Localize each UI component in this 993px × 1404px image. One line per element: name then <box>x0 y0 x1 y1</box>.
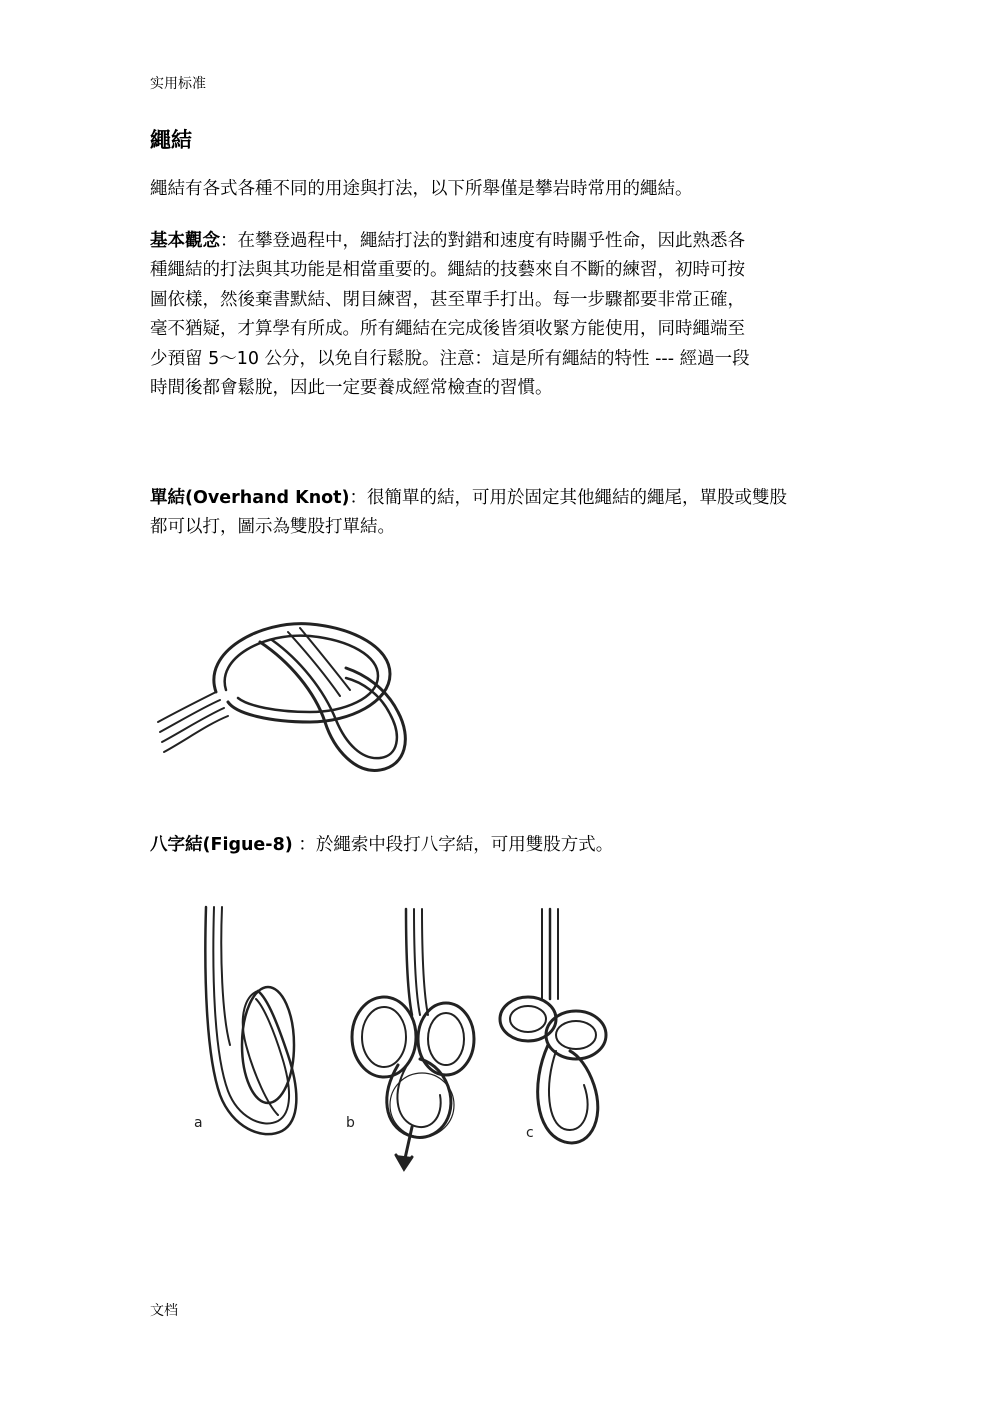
overhand-label: 單結(Overhand Knot) <box>150 488 350 508</box>
figure8-text: ：於繩索中段打八字結，可用雙股方式。 <box>292 835 614 855</box>
figure-eight-knot-steps-illustration <box>150 895 636 1181</box>
overhand-knot-illustration <box>150 582 450 794</box>
step-c-label: c <box>526 1125 534 1141</box>
basic-concept-label: 基本觀念 <box>150 231 220 251</box>
basic-line-5: 少預留 5～10 公分，以免自行鬆脫。注意：這是所有繩結的特性 --- 經過一段 <box>150 348 750 369</box>
page-footer: 文档 <box>150 1303 178 1319</box>
page-title: 繩結 <box>150 128 192 152</box>
basic-line-4: 毫不猶疑，才算學有所成。所有繩結在完成後皆須收緊方能使用，同時繩端至 <box>150 319 745 340</box>
intro-paragraph: 繩結有各式各種不同的用途與打法，以下所舉僅是攀岩時常用的繩結。 <box>150 179 693 199</box>
basic-line-3: 圖依樣，然後棄書默結、閉目練習，甚至單手打出。每一步驟都要非常正確， <box>150 289 745 310</box>
basic-line-2: 種繩結的打法與其功能是相當重要的。繩結的技藝來自不斷的練習，初時可按 <box>150 260 745 281</box>
overhand-knot-icon <box>150 582 450 794</box>
overhand-line-1: ：很簡單的結，可用於固定其他繩結的繩尾，單股或雙股 <box>349 488 788 508</box>
figure8-label: 八字結(Figue-8) <box>150 835 293 855</box>
overhand-paragraph <box>150 484 850 543</box>
overhand-line-2: 都可以打，圖示為雙股打單結。 <box>150 517 395 538</box>
step-b-label: b <box>346 1115 355 1131</box>
page-header: 实用标准 <box>150 76 206 92</box>
basic-line-1: ：在攀登過程中，繩結打法的對錯和速度有時關乎性命，因此熟悉各 <box>220 231 745 251</box>
basic-concept-paragraph <box>150 227 850 403</box>
figure-eight-steps-icon <box>150 895 636 1181</box>
basic-line-6: 時間後都會鬆脫，因此一定要養成經常檢查的習慣。 <box>150 378 553 399</box>
figure8-paragraph <box>150 831 850 860</box>
step-a-label: a <box>194 1115 203 1131</box>
